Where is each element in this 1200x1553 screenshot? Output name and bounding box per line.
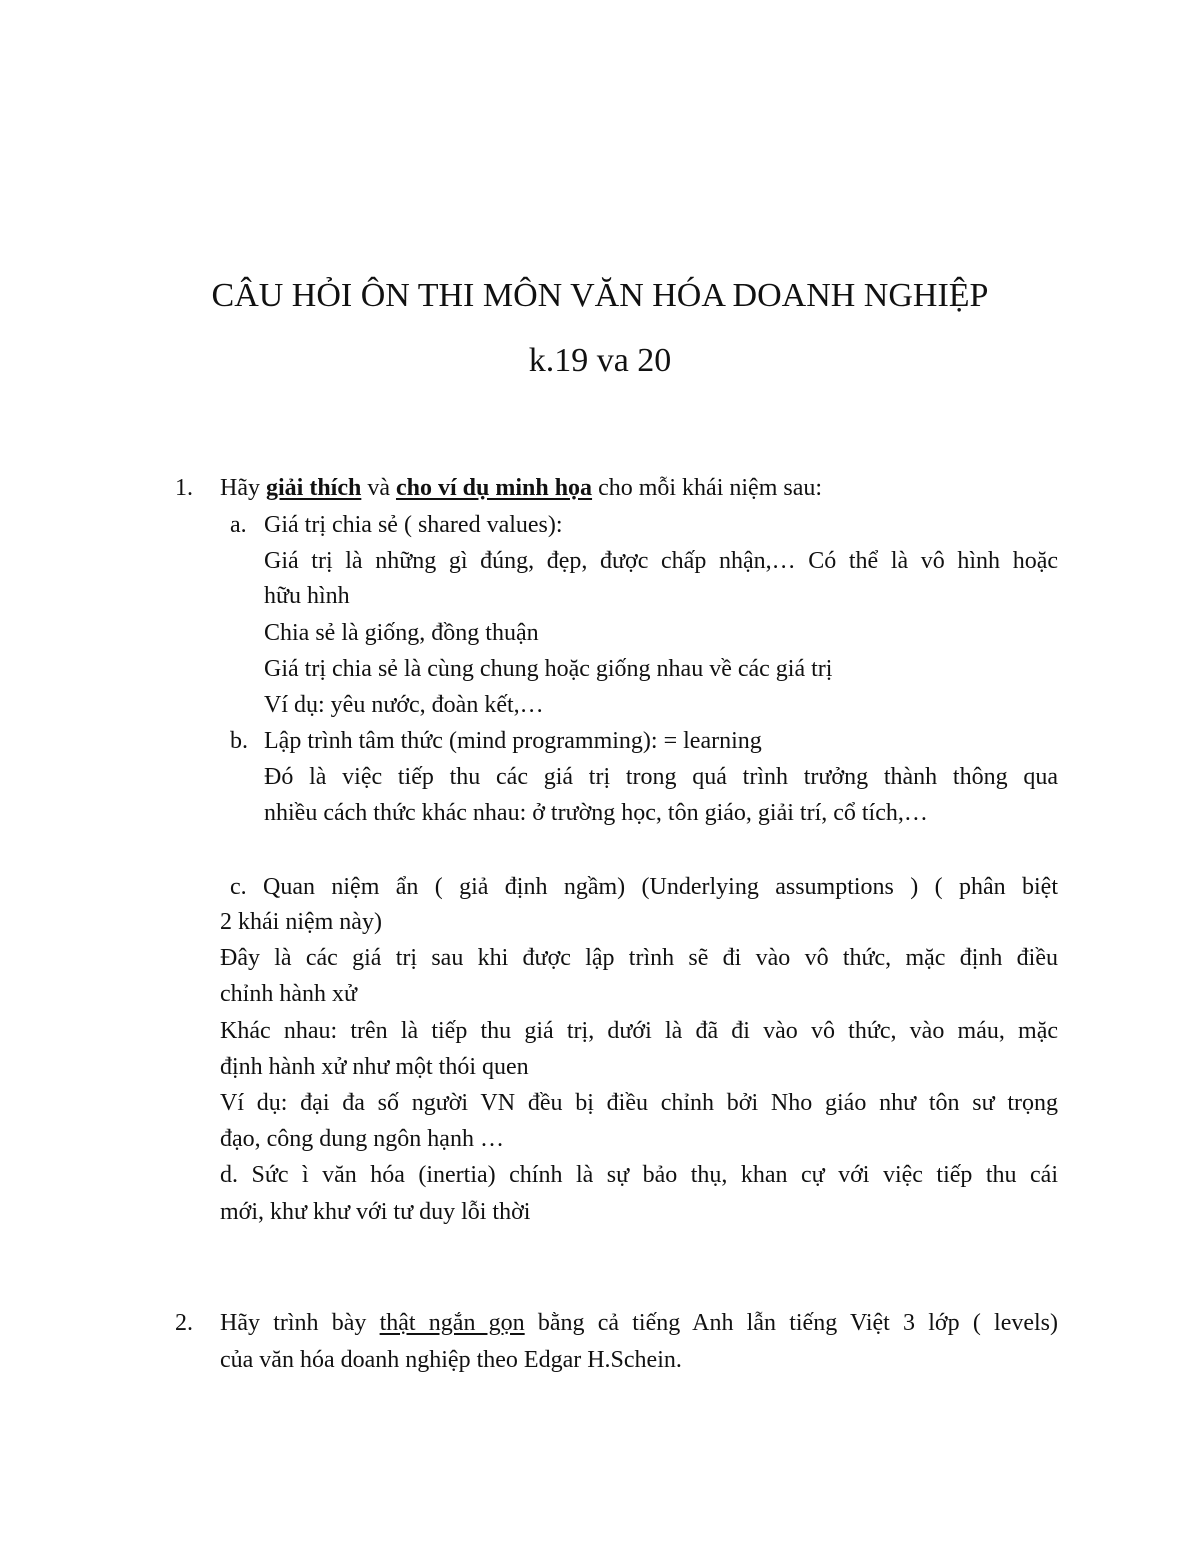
item-a-line: Giá trị là những gì đúng, đẹp, được chấp nhận,… Có thể là vô hình hoặc bbox=[264, 548, 1058, 574]
question-1-example: cho ví dụ minh họa bbox=[395, 475, 593, 501]
question-2-text bbox=[220, 1308, 1058, 1338]
question-1-prefix: Hãy bbox=[220, 475, 266, 501]
item-a-line: Giá trị chia sẻ là cùng chung hoặc giống nhau về các giá trị bbox=[264, 656, 833, 682]
question-2-suffix: bằng cả tiếng Anh lẫn tiếng Việt 3 lớp ( levels) bbox=[524, 1310, 1059, 1336]
item-c-line: Đây là các giá trị sau khi được lập trình sẽ đi vào vô thức, mặc định điều bbox=[220, 945, 1058, 971]
question-2-line: của văn hóa doanh nghiệp theo Edgar H.Schein. bbox=[220, 1347, 682, 1373]
item-c-line: Ví dụ: đại đa số người VN đều bị điều chỉnh bởi Nho giáo như tôn sư trọng bbox=[220, 1090, 1058, 1116]
item-b-heading: Lập trình tâm thức (mind programming): = learning bbox=[264, 728, 762, 754]
question-2-emph: thật ngắn gọn bbox=[379, 1310, 525, 1336]
item-a-line: hữu hình bbox=[264, 583, 350, 609]
item-d-line: mới, khư khư với tư duy lỗi thời bbox=[220, 1199, 531, 1225]
item-a-heading: Giá trị chia sẻ ( shared values): bbox=[264, 512, 563, 538]
item-c-line: đạo, công dung ngôn hạnh … bbox=[220, 1126, 504, 1152]
item-c-line: chỉnh hành xử bbox=[220, 981, 357, 1007]
question-2-prefix: Hãy trình bày bbox=[220, 1310, 380, 1336]
question-1-and: và bbox=[361, 475, 396, 501]
item-a-marker: a. bbox=[230, 512, 247, 538]
item-a-line: Ví dụ: yêu nước, đoàn kết,… bbox=[264, 692, 544, 718]
question-2-number: 2. bbox=[175, 1310, 193, 1336]
document-title: CÂU HỎI ÔN THI MÔN VĂN HÓA DOANH NGHIỆP bbox=[211, 277, 989, 314]
item-c-line: Khác nhau: trên là tiếp thu giá trị, dưới là đã đi vào vô thức, vào máu, mặc bbox=[220, 1018, 1058, 1044]
item-d-line: d. Sức ì văn hóa (inertia) chính là sự bảo thụ, khan cự với việc tiếp thu cái bbox=[220, 1162, 1058, 1188]
question-1-explain: giải thích bbox=[265, 475, 362, 501]
question-1-number: 1. bbox=[175, 475, 193, 501]
item-c-line: 2 khái niệm này) bbox=[220, 909, 382, 935]
item-c-line: c. Quan niệm ẩn ( giả định ngầm) (Underlying assumptions ) ( phân biệt bbox=[230, 874, 1058, 900]
item-b-line: nhiều cách thức khác nhau: ở trường học, tôn giáo, giải trí, cổ tích,… bbox=[264, 800, 928, 826]
item-b-marker: b. bbox=[230, 728, 248, 754]
item-a-line: Chia sẻ là giống, đồng thuận bbox=[264, 620, 539, 646]
item-c-line: định hành xử như một thói quen bbox=[220, 1054, 529, 1080]
item-b-line: Đó là việc tiếp thu các giá trị trong quá trình trưởng thành thông qua bbox=[264, 764, 1058, 790]
question-1-suffix: cho mỗi khái niệm sau: bbox=[592, 475, 823, 501]
document-subtitle: k.19 va 20 bbox=[528, 342, 672, 379]
question-1-text bbox=[220, 473, 822, 503]
